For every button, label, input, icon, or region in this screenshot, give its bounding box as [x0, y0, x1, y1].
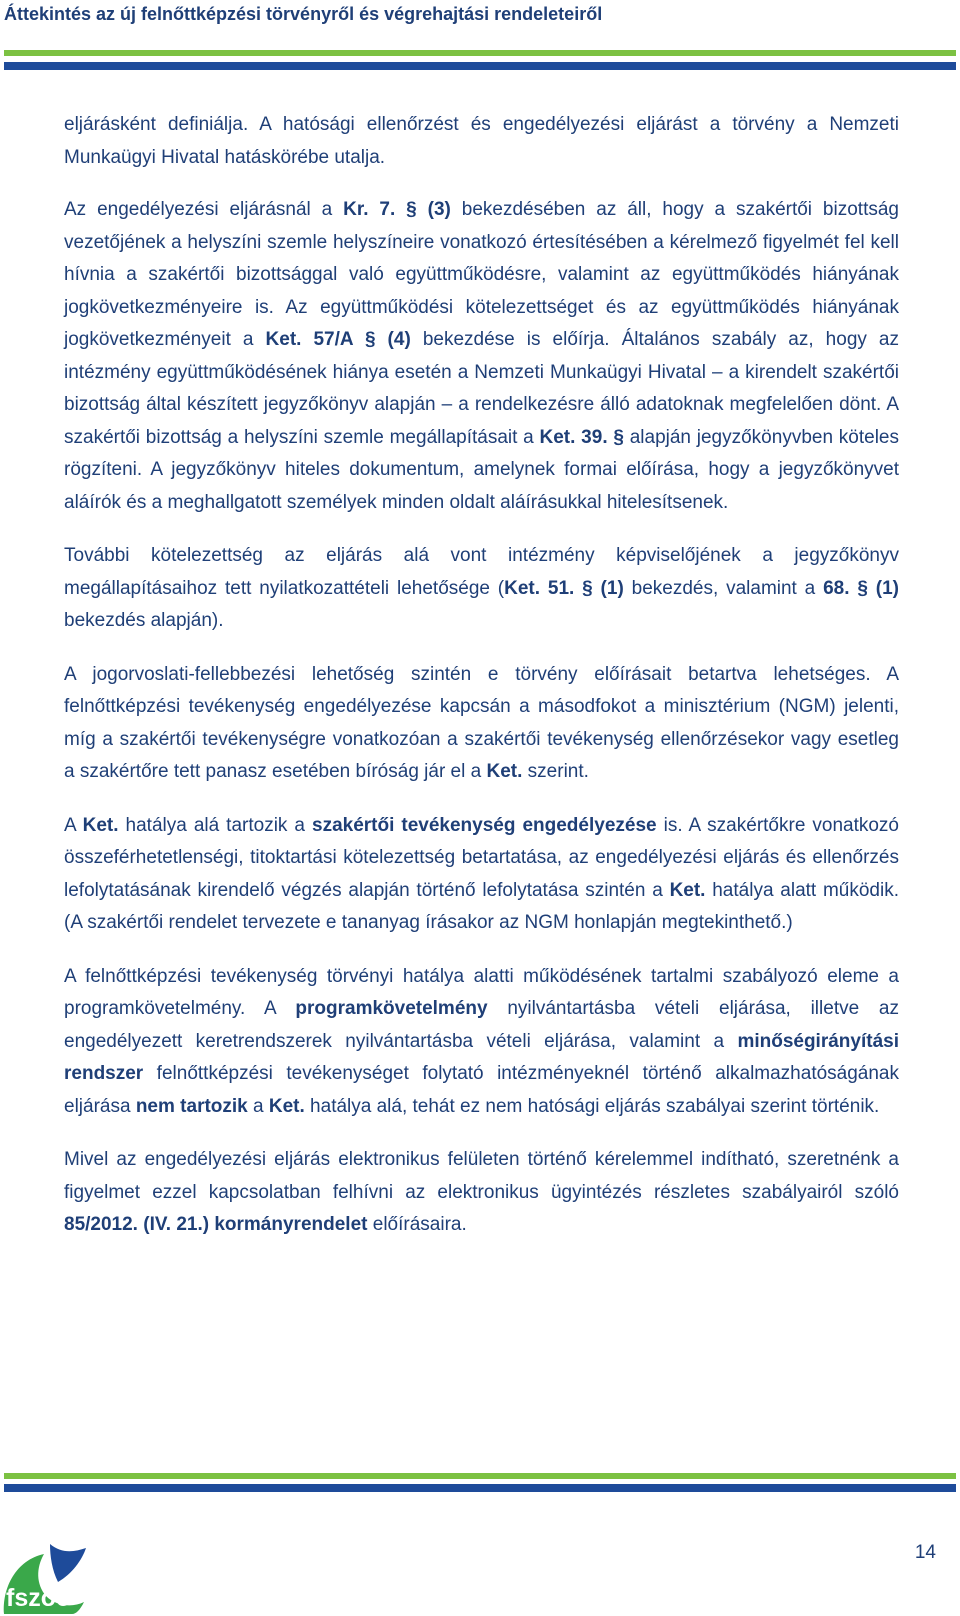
emphasis: szakértői tevékenység engedélyezése	[312, 814, 657, 836]
emphasis: nem tartozik	[135, 1095, 248, 1117]
paragraph-7: Mivel az engedélyezési eljárás elektronikus felületen történő kérelemmel indítható, szeretnénk a figyelmet ezzel kapcsolatban felhívni az elektronikus ügyintézés részletes szabályairól szóló 85/2012. (IV. 21.) kormányrendelet előírásaira.	[64, 1149, 899, 1235]
legal-reference: Ket.	[268, 1095, 305, 1117]
paragraph-5: A Ket. hatálya alá tartozik a szakértői tevékenység engedélyezése is. A szakértőkre vonatkozó összeférhetetlenségi, titoktartási kötelezettség betartatása, az engedélyezési eljárás és ellenőrzés lefolytatásának kirendelő végzés alapján történő lefolytatása szintén a Ket. hatálya alatt működik. (A szakértői rendelet tervezete e tananyag írásakor az NGM honlapján megtekinthető.)	[64, 814, 900, 933]
page-number: 14	[914, 1542, 936, 1563]
footer-rule-blue	[4, 1484, 956, 1492]
paragraph-2: Az engedélyezési eljárásnál a Kr. 7. § (3) bekezdésében az áll, hogy a szakértői bizottság vezetőjének a helyszíni szemle helyszíneire vonatkozó értesítésében a kérelmező figyelmét fel kell hívnia a szakértői bizottsággal való együttműködésre, valamint az együttműködés hiányának jogkövetkezményeire is. Az együttműködési kötelezettséget és az együttműködés hiányának jogkövetkezményeit a Ket. 57/A § (4) bekezdése is előírja. Általános szabály az, hogy az intézmény együttműködésének hiánya esetén a Nemzeti Munkaügyi Hivatal – a kirendelt szakértői bizottság által készített jegyzőkönyv alapján – a rendelkezésre álló adatoknak megfelelően dönt. A szakértői bizottság a helyszíni szemle megállapításait a Ket. 39. § alapján jegyzőkönyvben köteles rögzíteni. A jegyzőkönyv hiteles dokumentum, amelynek formai előírása, hogy a jegyzőkönyvet aláírók és a meghallgatott személyek minden oldalt aláírásukkal hitelesítsenek.	[64, 199, 899, 513]
document-title: Áttekintés az új felnőttképzési törvényről és végrehajtási rendeleteiről	[4, 4, 603, 24]
fszoe-logo-icon	[0, 1544, 92, 1614]
legal-reference: Ket. 51. § (1)	[504, 577, 624, 599]
legal-reference: Ket. 39. §	[539, 426, 624, 448]
legal-reference: Ket.	[82, 814, 119, 836]
logo-text: fszoe	[6, 1584, 70, 1612]
paragraph-1: eljárásként definiálja. A hatósági ellenőrzést és engedélyezési eljárást a törvény a Nemzeti Munkaügyi Hivatal hatáskörébe utalja.	[64, 114, 899, 168]
paragraph-6: A felnőttképzési tevékenység törvényi hatálya alatti működésének tartalmi szabályozó eleme a programkövetelmény. A programkövetelmény nyilvántartásba vételi eljárása, illetve az engedélyezett keretrendszerek nyilvántartásba vételi eljárása, valamint a minőségirányítási rendszer felnőttképzési tevékenységet folytató intézményeknél történő alkalmazhatóságának eljárása nem tartozik a Ket. hatálya alá, tehát ez nem hatósági eljárás szabályai szerint történik.	[64, 965, 899, 1117]
emphasis: minőségirányítási rendszer	[64, 1030, 899, 1084]
header-rule-blue	[4, 62, 956, 70]
document-body	[64, 109, 899, 1263]
legal-reference: 68. § (1)	[823, 577, 900, 599]
paragraph-3: További kötelezettség az eljárás alá vont intézmény képviselőjének a jegyzőkönyv megállapításaihoz tett nyilatkozattételi lehetősége (Ket. 51. § (1) bekezdés, valamint a 68. § (1) bekezdés alapján).	[64, 545, 900, 631]
legal-reference: Kr. 7. § (3)	[343, 199, 451, 220]
legal-reference: 85/2012. (IV. 21.) kormányrendelet	[64, 1214, 368, 1235]
paragraph-4: A jogorvoslati-fellebbezési lehetőség szintén e törvény előírásait betartva lehetséges. A felnőttképzési tevékenység engedélyezése kapcsán a másodfokot a minisztérium (NGM) jelenti, míg a szakértői tevékenységre vonatkozóan a szakértői tevékenység ellenőrzésekor vagy esetleg a szakértőre tett panasz esetében bíróság jár el a Ket. szerint.	[64, 663, 899, 782]
emphasis: programkövetelmény	[295, 998, 488, 1019]
legal-reference: Ket. 57/A § (4)	[265, 329, 411, 350]
header-rule-green	[4, 50, 956, 56]
legal-reference: Ket.	[486, 761, 523, 782]
footer-rule-green	[4, 1473, 956, 1479]
legal-reference: Ket.	[669, 879, 706, 901]
